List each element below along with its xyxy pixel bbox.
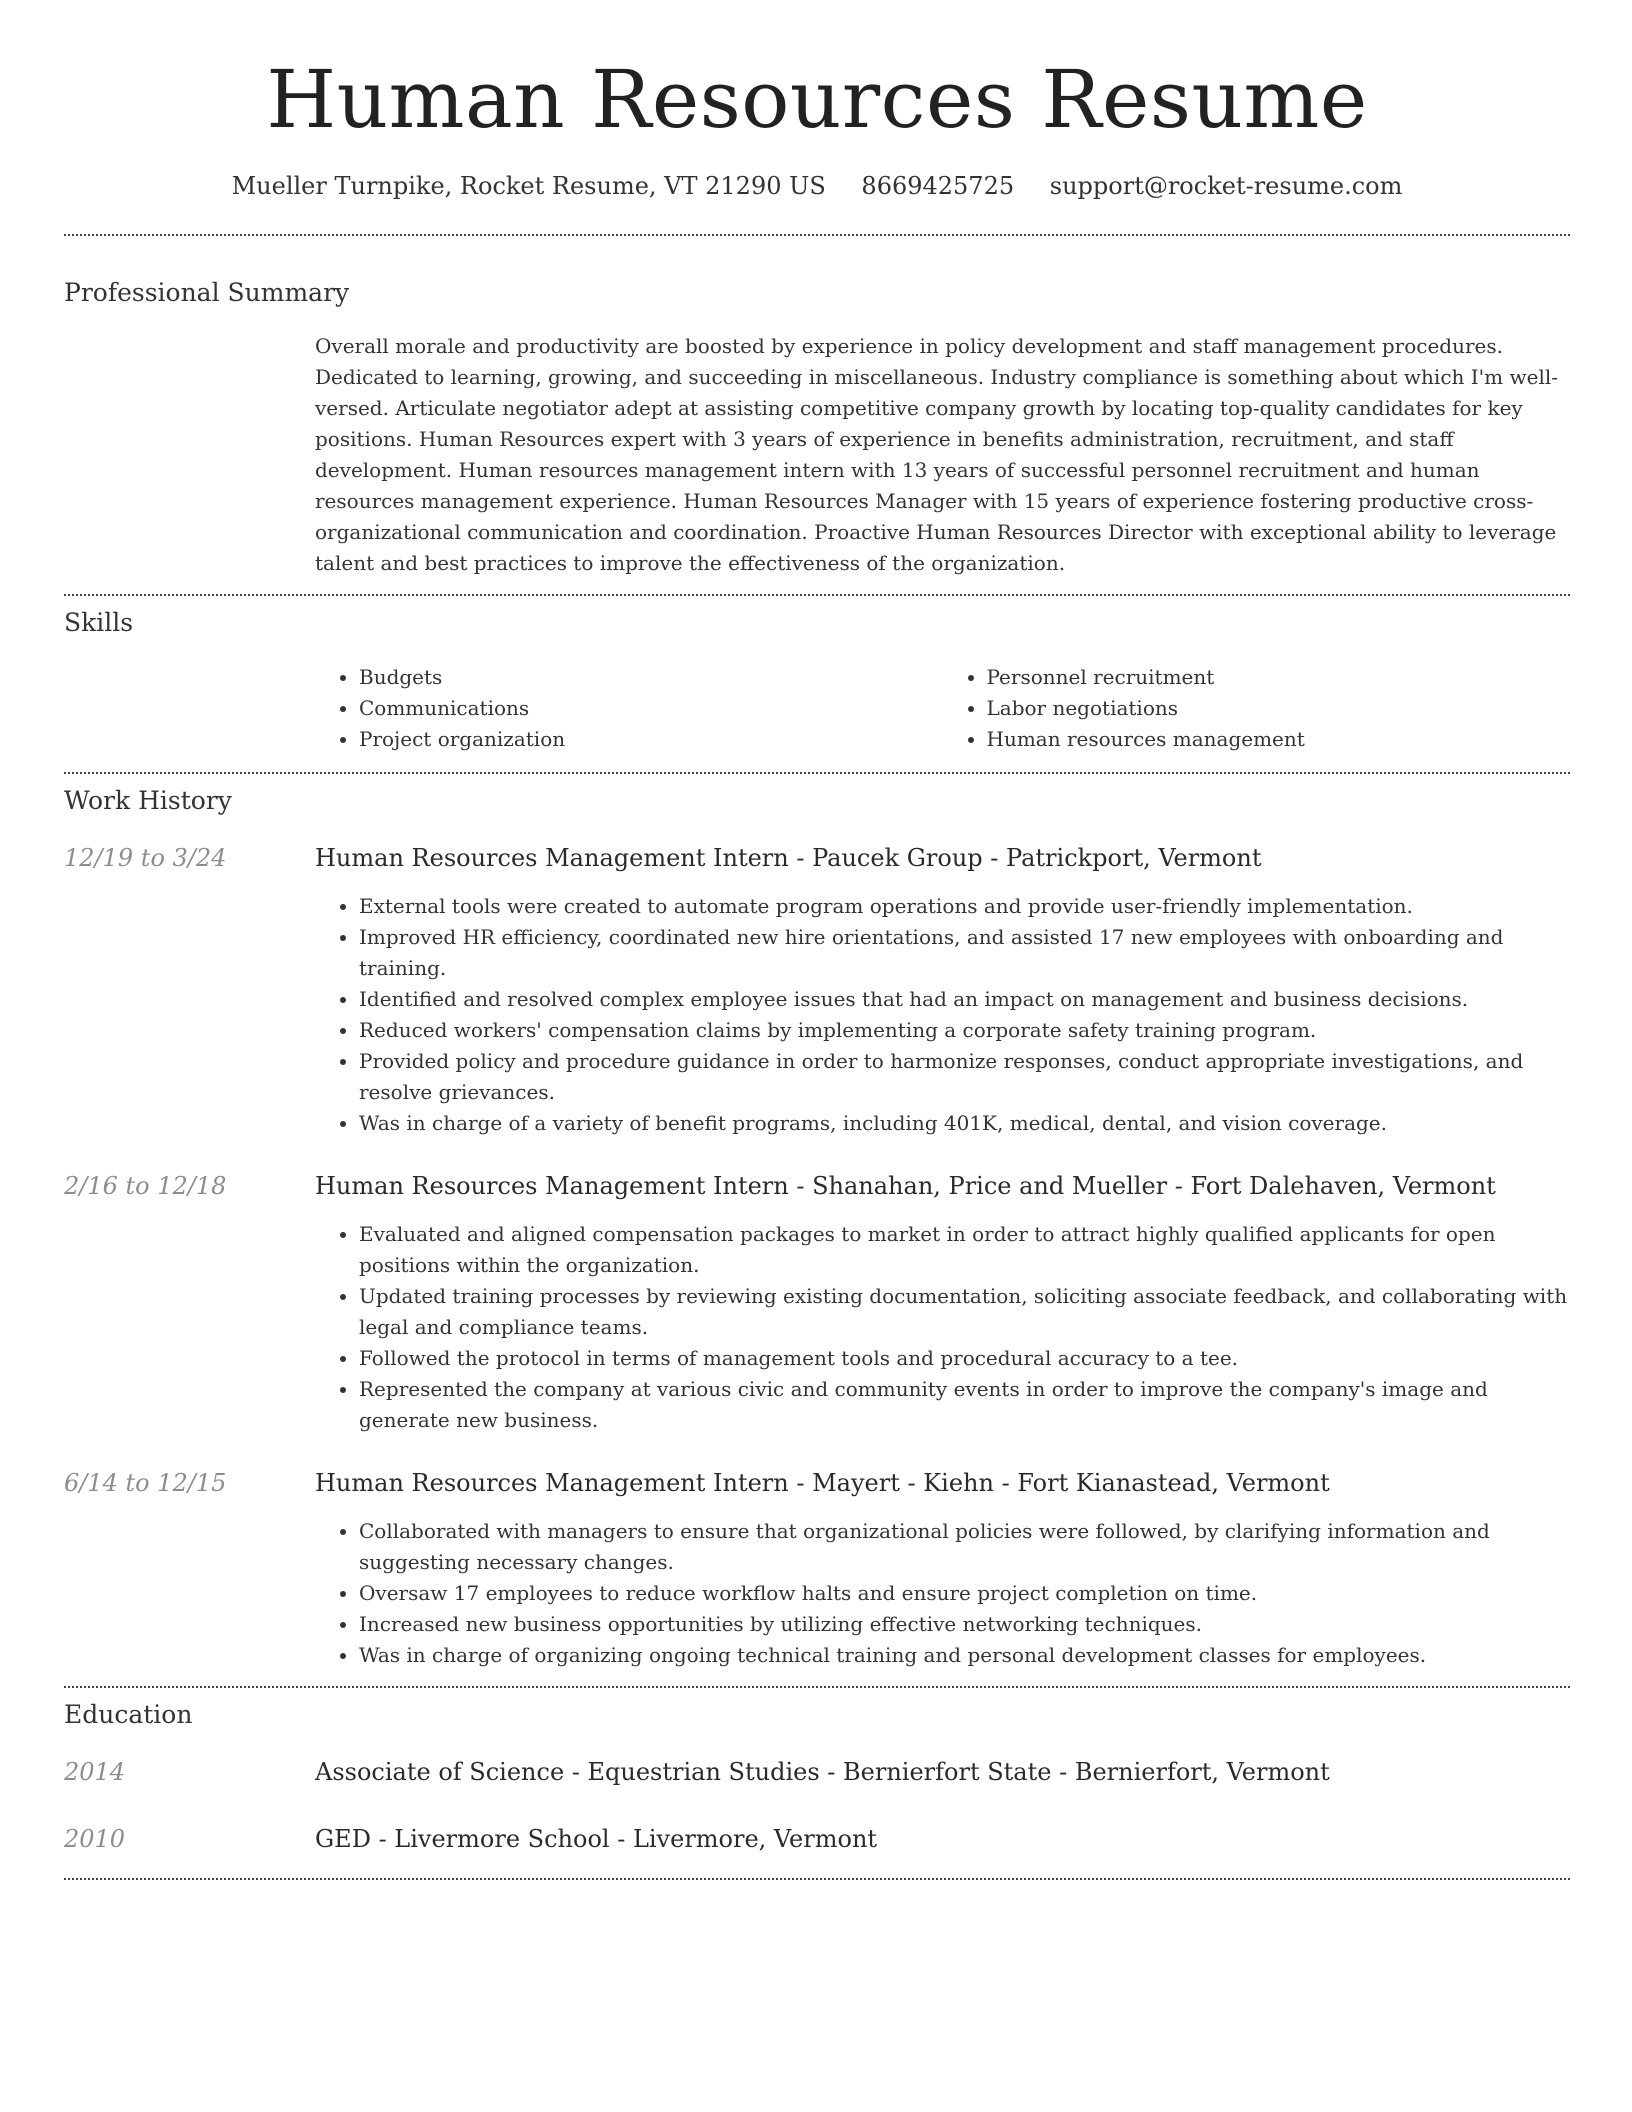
- job-bullet: • Identified and resolved complex employee issues that had an impact on management and business decisions.: [359, 984, 1570, 1015]
- skill-item: • Budgets: [359, 662, 943, 693]
- resume-page: [64, 0, 1570, 1880]
- divider: [64, 1686, 1570, 1688]
- job-bullet: • Reduced workers' compensation claims by implementing a corporate safety training program.: [359, 1015, 1570, 1046]
- job-title: Human Resources Management Intern - Shanahan, Price and Mueller - Fort Dalehaven, Vermont: [315, 1172, 1496, 1200]
- summary-heading: Professional Summary: [64, 278, 350, 307]
- job-bullet: • Improved HR efficiency, coordinated new hire orientations, and assisted 17 new employees with onboarding and training.: [359, 922, 1570, 984]
- job-title: Human Resources Management Intern - Paucek Group - Patrickport, Vermont: [315, 844, 1262, 872]
- work-heading: Work History: [64, 786, 232, 815]
- job-bullet: • Provided policy and procedure guidance in order to harmonize responses, conduct appropriate investigations, and resolve grievances.: [359, 1046, 1570, 1108]
- skill-item: • Human resources management: [987, 724, 1571, 755]
- summary-text: Overall morale and productivity are boosted by experience in policy development and staff management procedures. Dedicated to learning, growing, and succeeding in miscellaneous. Industry compliance is something about which I'm well-versed. Articulate negotiator adept at assisting competitive company growth by locating top-quality candidates for key positions. Human Resources expert with 3 years of experience in benefits administration, recruitment, and staff development. Human resources management intern with 13 years of successful personnel recruitment and human resources management experience. Human Resources Manager with 15 years of experience fostering productive cross-organizational communication and coordination. Proactive Human Resources Director with exceptional ability to leverage talent and best practices to improve the effectiveness of the organization.: [315, 334, 1558, 575]
- education-detail: Associate of Science - Equestrian Studies - Bernierfort State - Bernierfort, Vermont: [315, 1758, 1330, 1786]
- resume-title: Human Resources Resume: [266, 53, 1368, 146]
- skill-item: • Labor negotiations: [987, 693, 1571, 724]
- job-entry: [64, 1468, 1570, 1671]
- job-bullet: • External tools were created to automate program operations and provide user-friendly implementation.: [359, 891, 1570, 922]
- job-bullet: • Updated training processes by reviewing existing documentation, soliciting associate feedback, and collaborating with legal and compliance teams.: [359, 1281, 1570, 1343]
- job-dates: 6/14 to 12/15: [64, 1469, 227, 1497]
- education-section: [64, 1700, 1570, 1854]
- divider: [64, 1878, 1570, 1880]
- education-entry: [64, 1824, 1570, 1854]
- job-dates: 12/19 to 3/24: [64, 844, 227, 872]
- job-title: Human Resources Management Intern - Mayert - Kiehn - Fort Kianastead, Vermont: [315, 1469, 1330, 1497]
- education-year: 2014: [64, 1758, 126, 1786]
- skill-item: • Personnel recruitment: [987, 662, 1571, 693]
- education-entry: [64, 1757, 1570, 1787]
- summary-section: [64, 278, 1570, 579]
- contact-line: [64, 171, 1570, 201]
- job-bullet: • Oversaw 17 employees to reduce workflow halts and ensure project completion on time.: [359, 1578, 1570, 1609]
- job-bullets: [315, 1219, 1570, 1436]
- job-bullet: • Was in charge of a variety of benefit programs, including 401K, medical, dental, and vision coverage.: [359, 1108, 1570, 1139]
- divider: [64, 594, 1570, 596]
- job-bullet: • Increased new business opportunities by utilizing effective networking techniques.: [359, 1609, 1570, 1640]
- job-bullet: • Followed the protocol in terms of management tools and procedural accuracy to a tee.: [359, 1343, 1570, 1374]
- skills-list-left: [315, 662, 943, 755]
- contact-email: support@rocket-resume.com: [1049, 172, 1403, 200]
- contact-address: Mueller Turnpike, Rocket Resume, VT 21290 US: [231, 172, 826, 200]
- job-bullet: • Represented the company at various civic and community events in order to improve the company's image and generate new business.: [359, 1374, 1570, 1436]
- job-dates: 2/16 to 12/18: [64, 1172, 227, 1200]
- job-bullets: [315, 891, 1570, 1139]
- job-bullet: • Collaborated with managers to ensure that organizational policies were followed, by clarifying information and suggesting necessary changes.: [359, 1516, 1570, 1578]
- skill-item: • Project organization: [359, 724, 943, 755]
- job-bullet: • Evaluated and aligned compensation packages to market in order to attract highly qualified applicants for open positions within the organization.: [359, 1219, 1570, 1281]
- education-detail: GED - Livermore School - Livermore, Vermont: [315, 1825, 878, 1853]
- job-entry: [64, 1171, 1570, 1436]
- contact-phone: 8669425725: [861, 172, 1015, 200]
- skills-list-right: [943, 662, 1571, 755]
- job-bullets: [315, 1516, 1570, 1671]
- work-section: [64, 786, 1570, 1671]
- job-bullet: • Was in charge of organizing ongoing technical training and personal development classes for employees.: [359, 1640, 1570, 1671]
- skills-heading: Skills: [64, 608, 134, 637]
- divider: [64, 772, 1570, 774]
- skill-item: • Communications: [359, 693, 943, 724]
- education-heading: Education: [64, 1700, 193, 1729]
- skills-section: [64, 608, 1570, 755]
- divider: [64, 234, 1570, 236]
- job-entry: [64, 843, 1570, 1139]
- education-year: 2010: [64, 1825, 126, 1853]
